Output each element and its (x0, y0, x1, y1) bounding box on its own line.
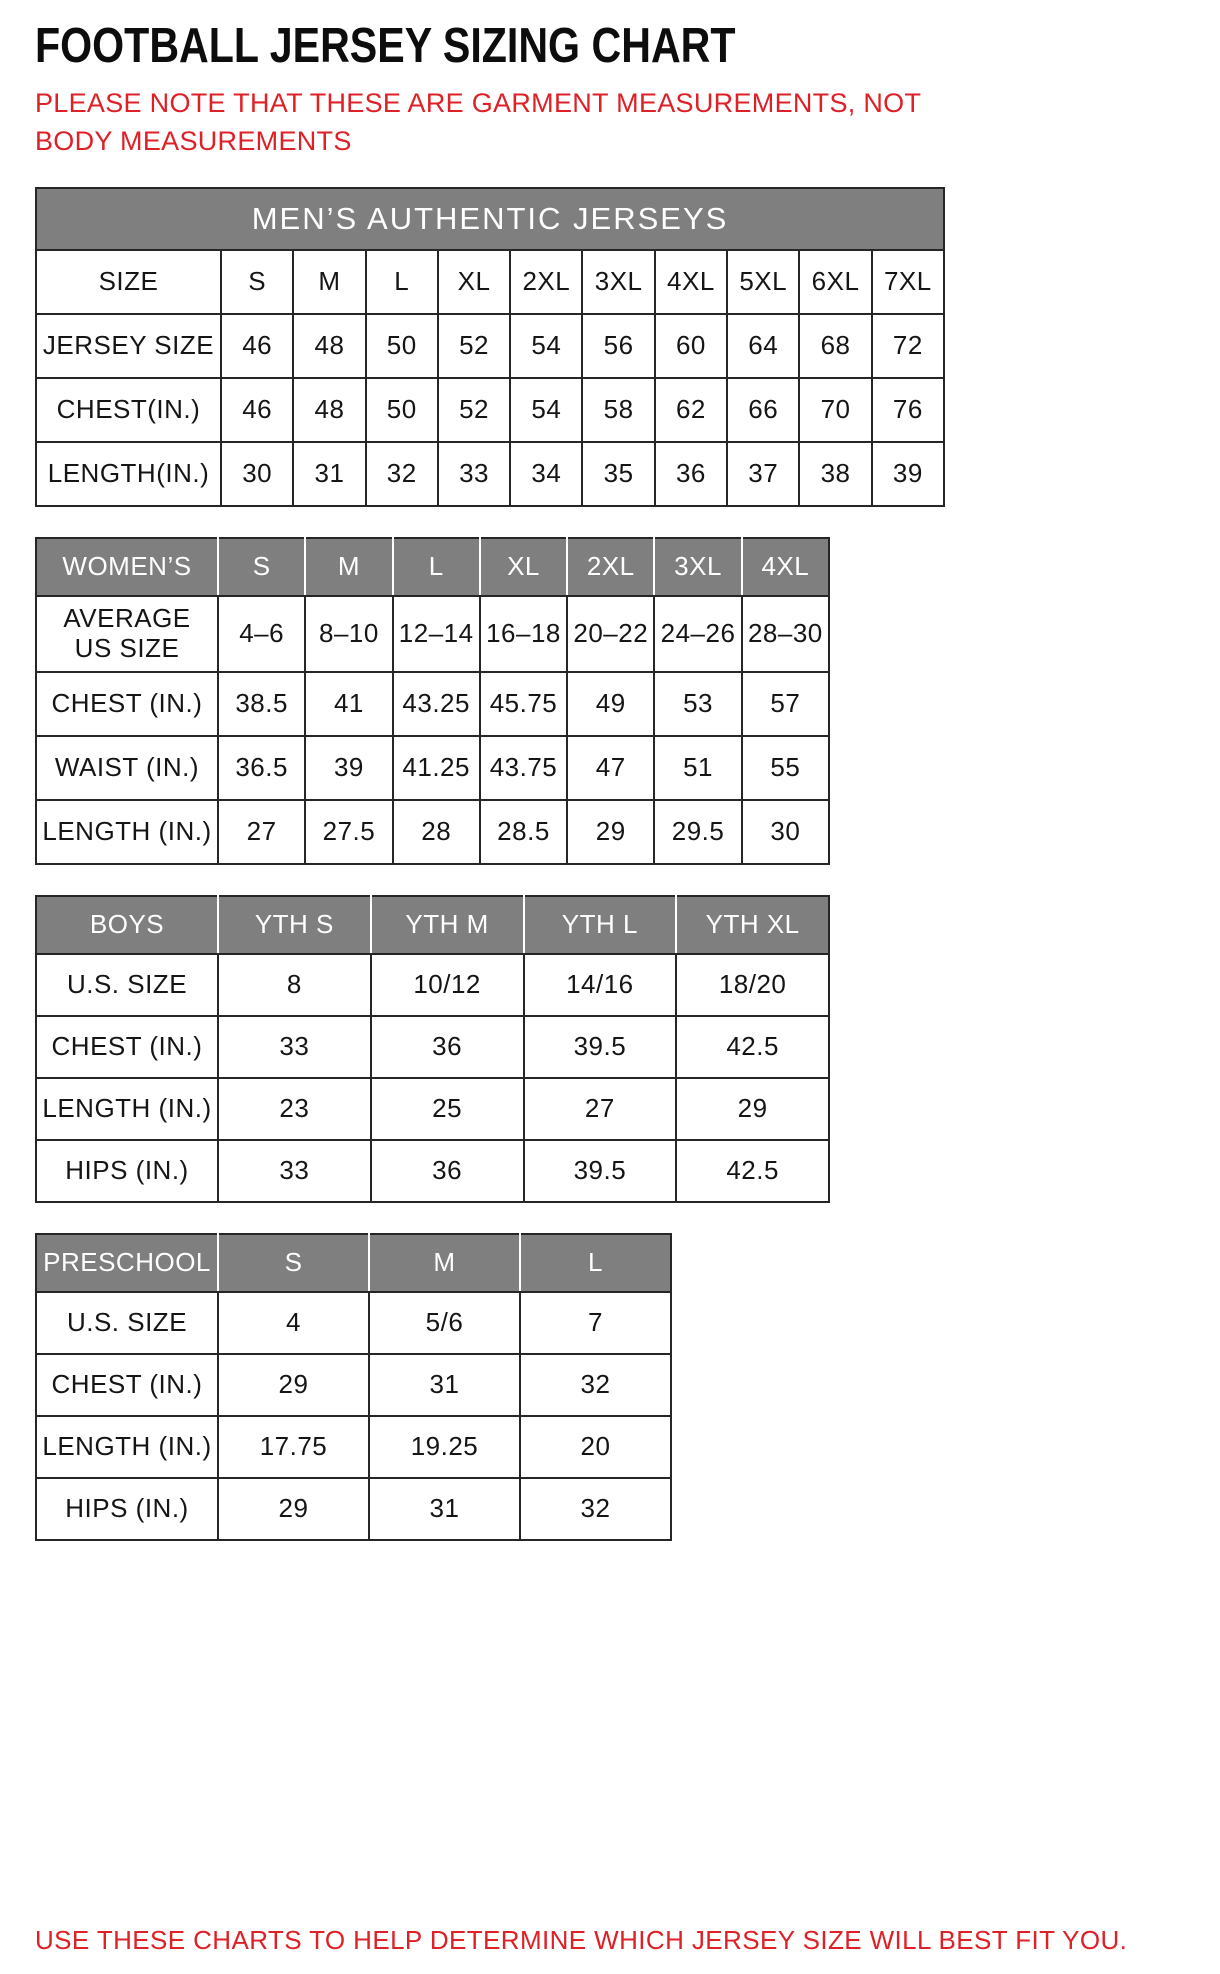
value-cell: L (366, 250, 438, 314)
value-cell: 32 (520, 1478, 671, 1540)
value-cell: 27.5 (305, 800, 392, 864)
table-row (36, 1140, 829, 1202)
value-cell: 18/20 (676, 954, 829, 1016)
row-label: LENGTH(IN.) (36, 442, 221, 506)
value-cell: 32 (366, 442, 438, 506)
value-cell: 4 (218, 1292, 369, 1354)
mens-table-title: MEN’S AUTHENTIC JERSEYS (36, 188, 944, 250)
column-header: YTH M (371, 896, 524, 954)
table-row (36, 800, 829, 864)
value-cell: 29 (676, 1078, 829, 1140)
value-cell: 46 (221, 314, 293, 378)
value-cell: 10/12 (371, 954, 524, 1016)
row-label: U.S. SIZE (36, 1292, 218, 1354)
value-cell: 46 (221, 378, 293, 442)
value-cell: 76 (872, 378, 944, 442)
value-cell: 8 (218, 954, 371, 1016)
column-header: M (305, 538, 392, 596)
table-row (36, 442, 944, 506)
value-cell: 36 (371, 1140, 524, 1202)
table-row (36, 1416, 671, 1478)
row-label: CHEST (IN.) (36, 1016, 218, 1078)
table-header-row (36, 538, 829, 596)
value-cell: 32 (520, 1354, 671, 1416)
value-cell: 68 (799, 314, 871, 378)
table-row (36, 250, 944, 314)
value-cell: 35 (582, 442, 654, 506)
table-row (36, 596, 829, 672)
column-header: YTH XL (676, 896, 829, 954)
value-cell: 27 (524, 1078, 677, 1140)
value-cell: 45.75 (480, 672, 567, 736)
value-cell: 29 (567, 800, 654, 864)
value-cell: 39 (872, 442, 944, 506)
value-cell: 41.25 (393, 736, 480, 800)
value-cell: 7XL (872, 250, 944, 314)
row-label: AVERAGE US SIZE (36, 596, 218, 672)
value-cell: 16–18 (480, 596, 567, 672)
row-label: CHEST (IN.) (36, 672, 218, 736)
row-label: CHEST(IN.) (36, 378, 221, 442)
boys-table-title: BOYS (36, 896, 218, 954)
value-cell: 8–10 (305, 596, 392, 672)
value-cell: 53 (654, 672, 741, 736)
row-label: WAIST (IN.) (36, 736, 218, 800)
value-cell: 12–14 (393, 596, 480, 672)
value-cell: 24–26 (654, 596, 741, 672)
value-cell: 25 (371, 1078, 524, 1140)
page-title: FOOTBALL JERSEY SIZING CHART (35, 19, 736, 73)
value-cell: 38 (799, 442, 871, 506)
value-cell: 36 (371, 1016, 524, 1078)
value-cell: 5XL (727, 250, 799, 314)
value-cell: 55 (742, 736, 829, 800)
column-header: YTH S (218, 896, 371, 954)
value-cell: 3XL (582, 250, 654, 314)
value-cell: 30 (221, 442, 293, 506)
table-row (36, 672, 829, 736)
value-cell: 37 (727, 442, 799, 506)
value-cell: 70 (799, 378, 871, 442)
value-cell: 64 (727, 314, 799, 378)
value-cell: 28–30 (742, 596, 829, 672)
table-row (36, 1354, 671, 1416)
table-header-row (36, 1234, 671, 1292)
value-cell: 17.75 (218, 1416, 369, 1478)
column-header: S (218, 1234, 369, 1292)
row-label: U.S. SIZE (36, 954, 218, 1016)
value-cell: 7 (520, 1292, 671, 1354)
value-cell: 42.5 (676, 1016, 829, 1078)
value-cell: 72 (872, 314, 944, 378)
preschool-sizing-table (35, 1233, 672, 1541)
womens-sizing-table (35, 537, 830, 865)
value-cell: 31 (369, 1354, 520, 1416)
table-title-row (36, 188, 944, 250)
value-cell: 34 (510, 442, 582, 506)
value-cell: 57 (742, 672, 829, 736)
value-cell: 29 (218, 1354, 369, 1416)
value-cell: 43.75 (480, 736, 567, 800)
column-header: XL (480, 538, 567, 596)
value-cell: XL (438, 250, 510, 314)
value-cell: 66 (727, 378, 799, 442)
table-row (36, 1078, 829, 1140)
value-cell: 52 (438, 314, 510, 378)
value-cell: 51 (654, 736, 741, 800)
measurement-note: PLEASE NOTE THAT THESE ARE GARMENT MEASUREMENTS, NOT BODY MEASUREMENTS (35, 87, 921, 156)
column-header: 4XL (742, 538, 829, 596)
table-row (36, 736, 829, 800)
value-cell: 42.5 (676, 1140, 829, 1202)
row-label: CHEST (IN.) (36, 1354, 218, 1416)
value-cell: 52 (438, 378, 510, 442)
value-cell: 41 (305, 672, 392, 736)
value-cell: 36.5 (218, 736, 305, 800)
value-cell: 20 (520, 1416, 671, 1478)
value-cell: 50 (366, 314, 438, 378)
value-cell: 36 (655, 442, 727, 506)
value-cell: 33 (438, 442, 510, 506)
value-cell: 33 (218, 1140, 371, 1202)
value-cell: M (293, 250, 365, 314)
value-cell: S (221, 250, 293, 314)
value-cell: 43.25 (393, 672, 480, 736)
column-header: L (393, 538, 480, 596)
value-cell: 4–6 (218, 596, 305, 672)
table-row (36, 1292, 671, 1354)
row-label: HIPS (IN.) (36, 1140, 218, 1202)
value-cell: 39 (305, 736, 392, 800)
value-cell: 5/6 (369, 1292, 520, 1354)
row-label: JERSEY SIZE (36, 314, 221, 378)
row-label: LENGTH (IN.) (36, 800, 218, 864)
table-row (36, 314, 944, 378)
value-cell: 39.5 (524, 1140, 677, 1202)
value-cell: 48 (293, 378, 365, 442)
boys-sizing-table (35, 895, 830, 1203)
value-cell: 31 (369, 1478, 520, 1540)
value-cell: 23 (218, 1078, 371, 1140)
column-header: L (520, 1234, 671, 1292)
value-cell: 27 (218, 800, 305, 864)
footer-note: USE THESE CHARTS TO HELP DETERMINE WHICH JERSEY SIZE WILL BEST FIT YOU. (35, 1925, 1128, 1955)
value-cell: 58 (582, 378, 654, 442)
value-cell: 30 (742, 800, 829, 864)
row-label: LENGTH (IN.) (36, 1416, 218, 1478)
value-cell: 54 (510, 378, 582, 442)
column-header: YTH L (524, 896, 677, 954)
value-cell: 33 (218, 1016, 371, 1078)
value-cell: 19.25 (369, 1416, 520, 1478)
column-header: S (218, 538, 305, 596)
row-label: LENGTH (IN.) (36, 1078, 218, 1140)
value-cell: 39.5 (524, 1016, 677, 1078)
value-cell: 47 (567, 736, 654, 800)
preschool-table-title: PRESCHOOL (36, 1234, 218, 1292)
womens-table-title: WOMEN’S (36, 538, 218, 596)
value-cell: 56 (582, 314, 654, 378)
value-cell: 29 (218, 1478, 369, 1540)
value-cell: 62 (655, 378, 727, 442)
row-label: SIZE (36, 250, 221, 314)
value-cell: 4XL (655, 250, 727, 314)
value-cell: 2XL (510, 250, 582, 314)
value-cell: 28 (393, 800, 480, 864)
value-cell: 31 (293, 442, 365, 506)
value-cell: 48 (293, 314, 365, 378)
value-cell: 38.5 (218, 672, 305, 736)
value-cell: 28.5 (480, 800, 567, 864)
value-cell: 20–22 (567, 596, 654, 672)
column-header: M (369, 1234, 520, 1292)
value-cell: 29.5 (654, 800, 741, 864)
mens-sizing-table (35, 187, 945, 507)
value-cell: 6XL (799, 250, 871, 314)
row-label: HIPS (IN.) (36, 1478, 218, 1540)
table-row (36, 954, 829, 1016)
column-header: 3XL (654, 538, 741, 596)
column-header: 2XL (567, 538, 654, 596)
table-header-row (36, 896, 829, 954)
value-cell: 60 (655, 314, 727, 378)
table-row (36, 1016, 829, 1078)
value-cell: 54 (510, 314, 582, 378)
value-cell: 50 (366, 378, 438, 442)
value-cell: 49 (567, 672, 654, 736)
value-cell: 14/16 (524, 954, 677, 1016)
table-row (36, 378, 944, 442)
table-row (36, 1478, 671, 1540)
